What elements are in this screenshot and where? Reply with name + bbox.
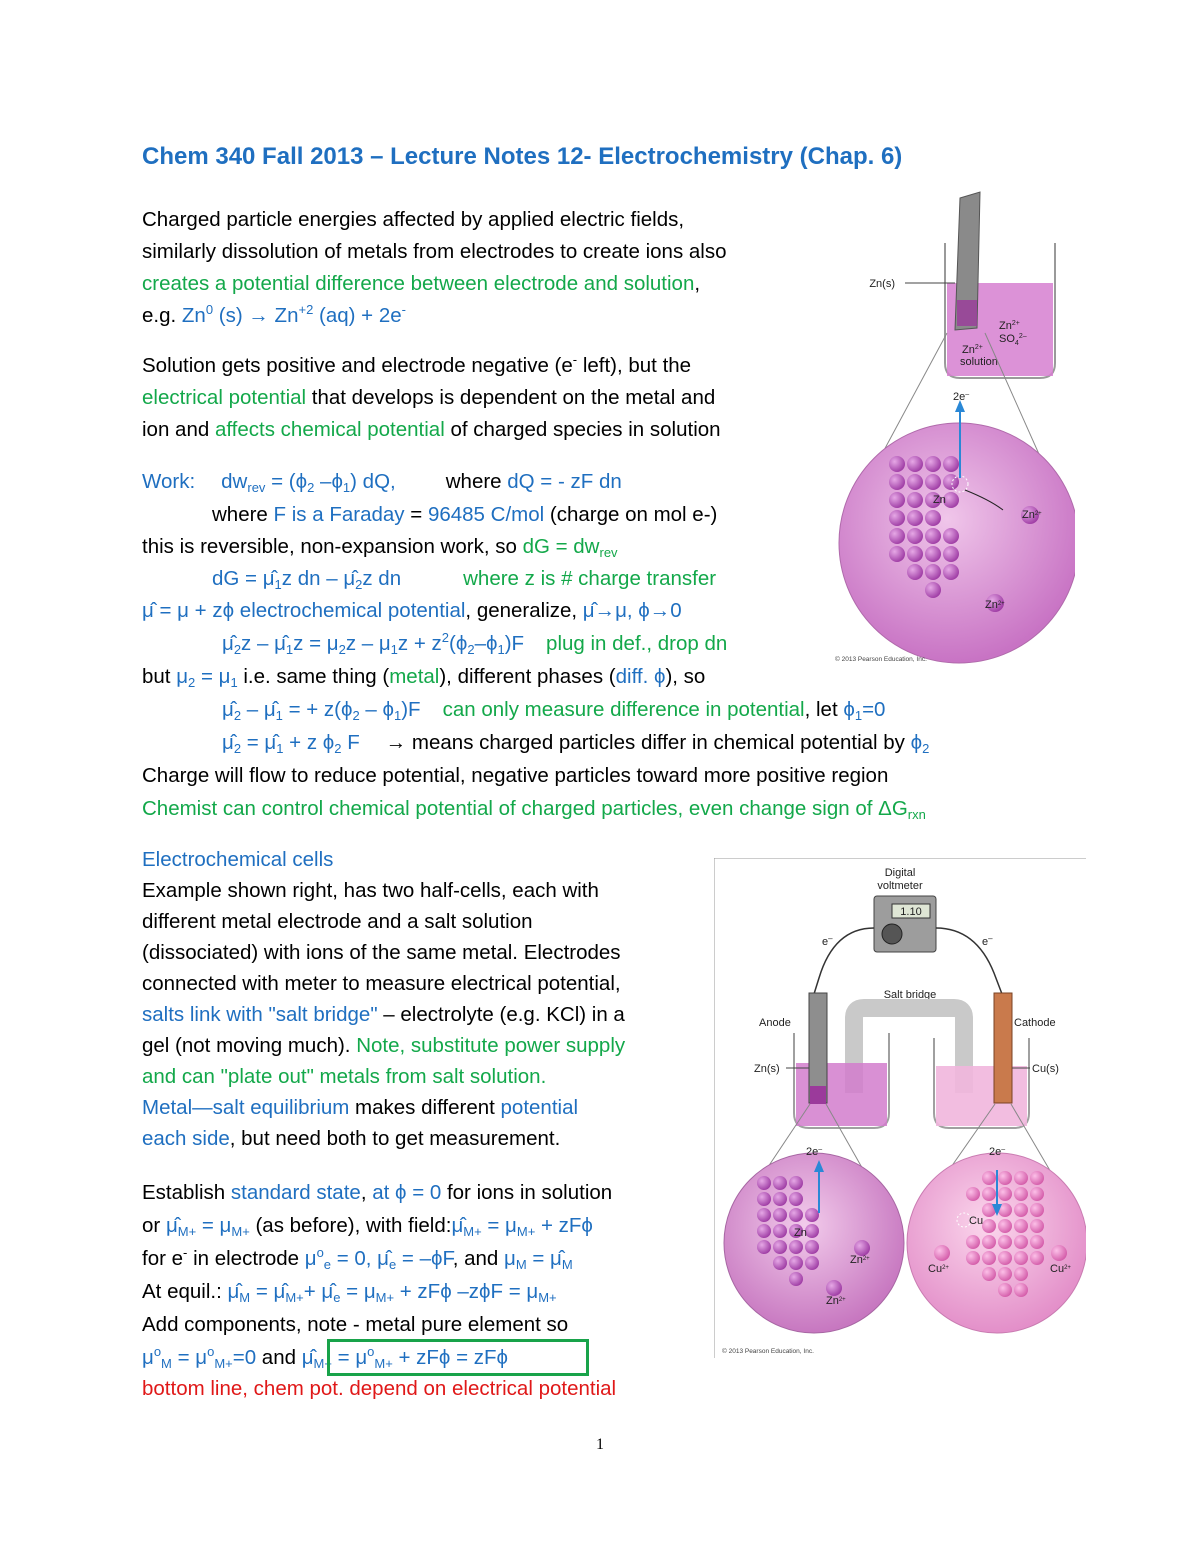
work-line-5: μ̂ = μ + zϕ electrochemical potential, generalize, μ̂→μ, ϕ→0 [142, 599, 682, 622]
svg-text:e–: e– [982, 934, 993, 948]
intro-line-1: Charged particle energies affected by applied electric fields, [142, 208, 685, 231]
std-line-4: At equil.: $\mû_M$ = $\mû_{M+}+$ $\mû_e = \mu_{M+} + zF\phi$ $-z\phi F = \mu_{M+}$ [142, 1280, 557, 1305]
cells-heading: Electrochemical cells [142, 848, 334, 871]
svg-text:Zn(s): Zn(s) [869, 278, 895, 290]
svg-text:Zn: Zn [794, 1227, 807, 1239]
std-line-7: bottom line, chem pot. depend on electrical potential [142, 1377, 617, 1400]
svg-text:e–: e– [822, 934, 833, 948]
cells-line-3: (dissociated) with ions of the same metal. Electrodes [142, 941, 621, 964]
figure-galvanic-cell [714, 858, 1086, 1358]
cells-line-8: Metal—salt equilibrium makes different potential [142, 1096, 579, 1119]
highlight-box [327, 1339, 589, 1376]
svg-text:Cu2+: $Cu^{2+}$ [928, 1263, 949, 1275]
svg-text:1.10: 1.10 [900, 906, 922, 918]
svg-text:Zn(s): Zn(s) [754, 1063, 780, 1075]
figure-zn-electrode [835, 188, 1075, 668]
voltmeter-dial [882, 924, 902, 944]
intro-line-3: creates a potential difference between electrode and solution, [142, 272, 701, 295]
work-line-9: $\mû_2$ = $\mû_1 + z$ $\phi_2$ F → means charged particles differ in chemical potential by $\phi_2$ [222, 731, 930, 756]
std-line-5: Add components, note - metal pure element so [142, 1313, 569, 1336]
svg-text:Anode: Anode [759, 1017, 791, 1029]
para2-line-3: ion and affects chemical potential of charged species in solution [142, 418, 721, 441]
cells-line-7: and can "plate out" metals from salt solution. [142, 1065, 547, 1088]
svg-text:Zn2+: $Zn^{2+}$ [850, 1254, 870, 1266]
work-line-10: Charge will flow to reduce potential, negative particles toward more positive region [142, 764, 889, 787]
work-line-7: but $\mu_2 = \mu_1$ i.e. same thing (metal), different phases (diff. ϕ), so [142, 665, 706, 690]
work-line-4: dG = $\mû_1z$ dn – $\mû_2z$ dn where z is # charge transfer [212, 567, 717, 592]
work-line-8: $\mû_2$ – $\mû_1$ = + $z(\phi_2 - \phi_1)F$ can only measure difference in potential, let $\phi_1=0$ [222, 698, 886, 723]
svg-text:Digital: Digital [884, 867, 916, 879]
std-line-3: for e- in electrode $\mu^o_e = 0$, $\mû_e = -\phi F$, and $\mu_M$ = $\mû_M$ [142, 1245, 573, 1272]
svg-text:Zn2+: $Zn^{2+}$ [826, 1295, 846, 1307]
cells-line-4: connected with meter to measure electrical potential, [142, 972, 621, 995]
svg-text:solution: solution [960, 356, 998, 368]
std-line-2: or $\mû_{M+} = \mu_{M+}$ (as before), with $field:\mû_{M+} = \mu_{M+} + zF\phi$ [142, 1214, 593, 1239]
svg-text:Zn2+: $Zn^{2+}$ [1022, 509, 1042, 521]
cells-line-2: different metal electrode and a salt solution [142, 910, 533, 933]
svg-text:SO42–: $SO_4^{2-}$ [999, 333, 1027, 347]
svg-text:© 2013 Pearson Education, Inc.: © 2013 Pearson Education, Inc. [835, 656, 927, 663]
cells-line-6: gel (not moving much). Note, substitute power supply [142, 1034, 626, 1057]
svg-text:Cu(s): Cu(s) [1032, 1063, 1059, 1075]
para2-line-1: Solution gets positive and electrode negative (e- left), but the [142, 352, 692, 377]
page-number: 1 [596, 1436, 604, 1453]
work-line-3: this is reversible, non-expansion work, so dG = $dw_{rev}$ [142, 535, 618, 560]
svg-text:Zn2+: $Zn^{2+}$ [962, 344, 983, 356]
cells-line-5: salts link with "salt bridge" – electrolyte (e.g. KCl) in a [142, 1003, 625, 1026]
work-line-2: where F is a Faraday = 96485 C/mol (charge on mol e-) [212, 503, 718, 526]
svg-text:Cu2+: $Cu^{2+}$ [1050, 1263, 1071, 1275]
work-line-11: Chemist can control chemical potential of charged particles, even change sign of $\Delta G_{rxn}$ [142, 797, 926, 822]
svg-text:Zn2+: $Zn^{2+}$ [985, 599, 1005, 611]
intro-line-4: e.g. Zn$^0$ $(s) \to Zn^{+2}$ (aq) + 2e- [142, 302, 406, 327]
svg-text:Cathode: Cathode [1014, 1017, 1056, 1029]
svg-text:2e–: 2e– [806, 1146, 823, 1158]
svg-text:© 2013 Pearson Education, Inc.: © 2013 Pearson Education, Inc. [722, 1348, 814, 1355]
page-title: Chem 340 Fall 2013 – Lecture Notes 12- Electrochemistry (Chap. 6) [142, 143, 903, 170]
std-line-6: $\mu^o_M = \mu^o_{M+}=0$ and $\mû_{M+} = \mu^o_{M+} + zF\phi = zF\phi$ [142, 1344, 509, 1371]
svg-text:Zn2+: $Zn^{2+}$ [999, 320, 1020, 332]
cells-line-9: each side, but need both to get measurement. [142, 1127, 561, 1150]
intro-line-2: similarly dissolution of metals from electrodes to create ions also [142, 240, 727, 263]
svg-text:Cu: Cu [969, 1215, 984, 1227]
work-line-1: Work: $dw_{rev} = (\phi_2$ $-\phi_1$) dQ, where dQ = - zF dn [142, 470, 622, 495]
work-line-6: $\mû_2z$ – $\mû_1z = \mu_2z - \mu_1z + z^2(\phi_2-\phi_1)F$ plug in def., drop dn [222, 630, 728, 657]
cu-cathode [994, 993, 1012, 1103]
svg-text:2e–: 2e– [989, 1146, 1006, 1158]
svg-text:2e–: 2e– [953, 391, 970, 403]
intro-green: creates a potential difference between electrode and solution [142, 272, 695, 295]
svg-text:Zn: Zn [933, 494, 946, 506]
para2-line-2: electrical potential that develops is dependent on the metal and [142, 386, 716, 409]
svg-text:Salt bridge: Salt bridge [883, 989, 937, 1001]
std-line-1: Establish standard state, at ϕ = 0 for ions in solution [142, 1181, 613, 1204]
cells-line-1: Example shown right, has two half-cells, each with [142, 879, 599, 902]
svg-text:voltmeter: voltmeter [877, 880, 923, 892]
